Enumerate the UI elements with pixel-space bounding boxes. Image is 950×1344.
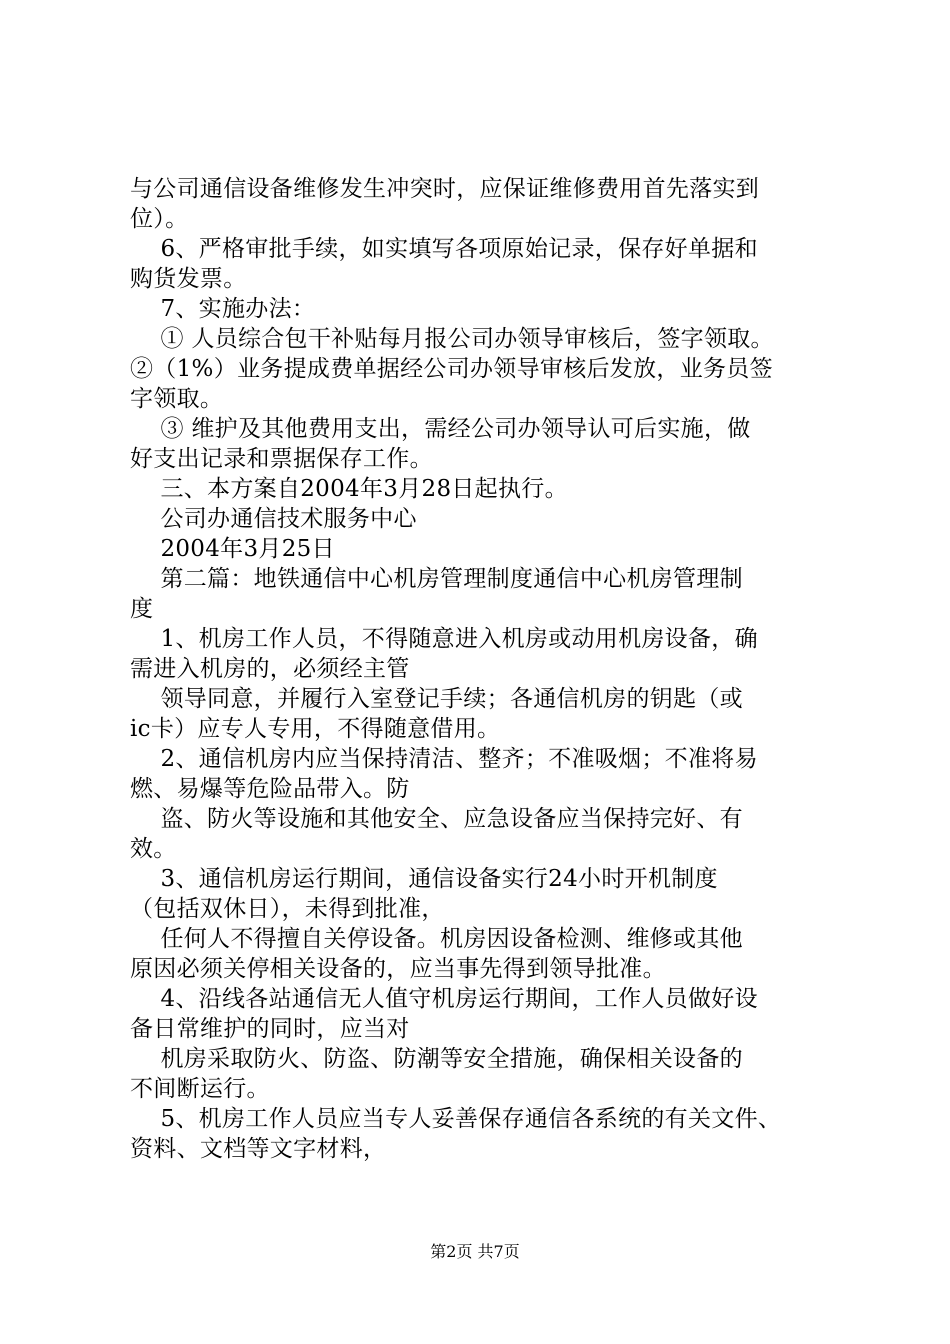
section-heading: 第二篇：地铁通信中心机房管理制度通信中心机房管理制 [130, 566, 743, 592]
text-line: 2004年3月25日 [130, 536, 335, 562]
text-line: 6、严格审批手续，如实填写各项原始记录，保存好单据和 [130, 236, 758, 262]
text-line: 4、沿线各站通信无人值守机房运行期间，工作人员做好设 [130, 986, 758, 1012]
text-line: 字领取。 [130, 386, 224, 412]
text-line: 3、通信机房运行期间，通信设备实行24小时开机制度 [130, 866, 718, 892]
text-line: 好支出记录和票据保存工作。 [130, 446, 433, 472]
text-line: 与公司通信设备维修发生冲突时，应保证维修费用首先落实到 [130, 176, 760, 202]
text-line: ① 人员综合包干补贴每月报公司办领导审核后，签字领取。 [130, 326, 774, 352]
text-line: 2、通信机房内应当保持清洁、整齐；不准吸烟；不准将易 [130, 746, 758, 772]
text-line: 原因必须关停相关设备的，应当事先得到领导批准。 [130, 956, 666, 982]
page-number-footer: 第2页 共7页 [430, 1242, 520, 1261]
text-line: ③ 维护及其他费用支出，需经公司办领导认可后实施，做 [130, 416, 751, 442]
document-body [130, 174, 835, 1164]
text-line: 领导同意，并履行入室登记手续；各通信机房的钥匙（或 [130, 686, 743, 712]
text-line: 不间断运行。 [130, 1076, 270, 1102]
text-line: 购货发票。 [130, 266, 247, 292]
text-line: 效。 [130, 836, 177, 862]
section-heading: 度 [130, 596, 154, 622]
text-line: 需进入机房的，必须经主管 [130, 656, 410, 682]
text-line: 盗、防火等设施和其他安全、应急设备应当保持完好、有 [130, 806, 743, 832]
text-line: 备日常维护的同时，应当对 [130, 1016, 410, 1042]
text-line: 燃、易爆等危险品带入。防 [130, 776, 410, 802]
text-line: 5、机房工作人员应当专人妥善保存通信各系统的有关文件、 [130, 1106, 782, 1132]
text-line: 1、机房工作人员，不得随意进入机房或动用机房设备，确 [130, 626, 758, 652]
text-line: 三、本方案自2004年3月28日起执行。 [130, 476, 568, 502]
text-line: ②（1%）业务提成费单据经公司办领导审核后发放，业务员签 [130, 356, 773, 382]
text-line: 机房采取防火、防盗、防潮等安全措施，确保相关设备的 [130, 1046, 743, 1072]
text-line: ic卡）应专人专用，不得随意借用。 [130, 716, 501, 742]
text-line: （包括双休日），未得到批准， [130, 896, 445, 922]
text-line: 7、实施办法： [130, 296, 316, 322]
text-line: 公司办通信技术服务中心 [130, 506, 417, 532]
text-line: 任何人不得擅自关停设备。机房因设备检测、维修或其他 [130, 926, 743, 952]
text-line: 位）。 [130, 206, 189, 232]
text-line: 资料、文档等文字材料， [130, 1136, 387, 1162]
